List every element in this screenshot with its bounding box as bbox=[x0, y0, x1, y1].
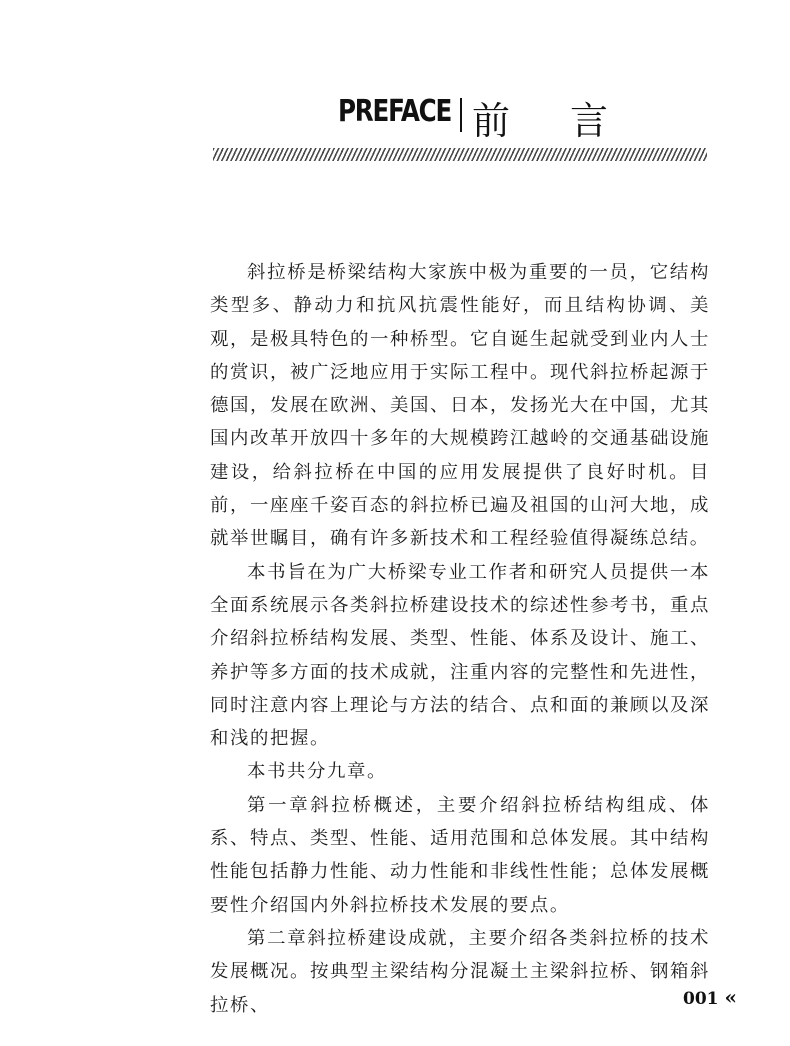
page-footer bbox=[683, 985, 733, 1009]
paragraph: 本书旨在为广大桥梁专业工作者和研究人员提供一本全面系统展示各类斜拉桥建设技术的综述性参考书，重点介绍斜拉桥结构发展、类型、性能、体系及设计、施工、养护等多方面的技术成就，注重内容的完整性和先进性，同时注意内容上理论与方法的结合、点和面的兼顾以及深和浅的把握。 bbox=[210, 561, 710, 750]
title-english: PREFACE bbox=[338, 94, 452, 129]
title-chinese: 前言 bbox=[472, 99, 669, 143]
page-number: 001 bbox=[683, 989, 719, 1009]
body-text bbox=[210, 256, 710, 1022]
paragraph: 本书共分九章。 bbox=[247, 761, 387, 783]
paragraph: 第一章斜拉桥概述，主要介绍斜拉桥结构组成、体系、特点、类型、性能、适用范围和总体发展。其中结构性能包括静力性能、动力性能和非线性性能；总体发展概要性介绍国内外斜拉桥技术发展的要点。 bbox=[210, 794, 710, 916]
page-header bbox=[0, 84, 790, 143]
title-divider bbox=[460, 98, 462, 132]
paragraph: 斜拉桥是桥梁结构大家族中极为重要的一员，它结构类型多、静动力和抗风抗震性能好，而且结构协调、美观，是极具特色的一种桥型。它自诞生起就受到业内人士的赏识，被广泛地应用于实际工程中。现代斜拉桥起源于德国，发展在欧洲、美国、日本，发扬光大在中国，尤其国内改革开放四十多年的大规模跨江越岭的交通基础设施建设，给斜拉桥在中国的应用发展提供了良好时机。目前，一座座千姿百态的斜拉桥已遍及祖国的山河大地，成就举世瞩目，确有许多新技术和工程经验值得凝练总结。 bbox=[210, 262, 710, 550]
paragraph: 第二章斜拉桥建设成就，主要介绍各类斜拉桥的技术发展概况。按典型主梁结构分混凝土主梁斜拉桥、钢箱斜拉桥、 bbox=[210, 927, 710, 1016]
decorative-hatch-rule bbox=[213, 148, 707, 161]
chevron-left-icon: « bbox=[724, 985, 733, 1009]
